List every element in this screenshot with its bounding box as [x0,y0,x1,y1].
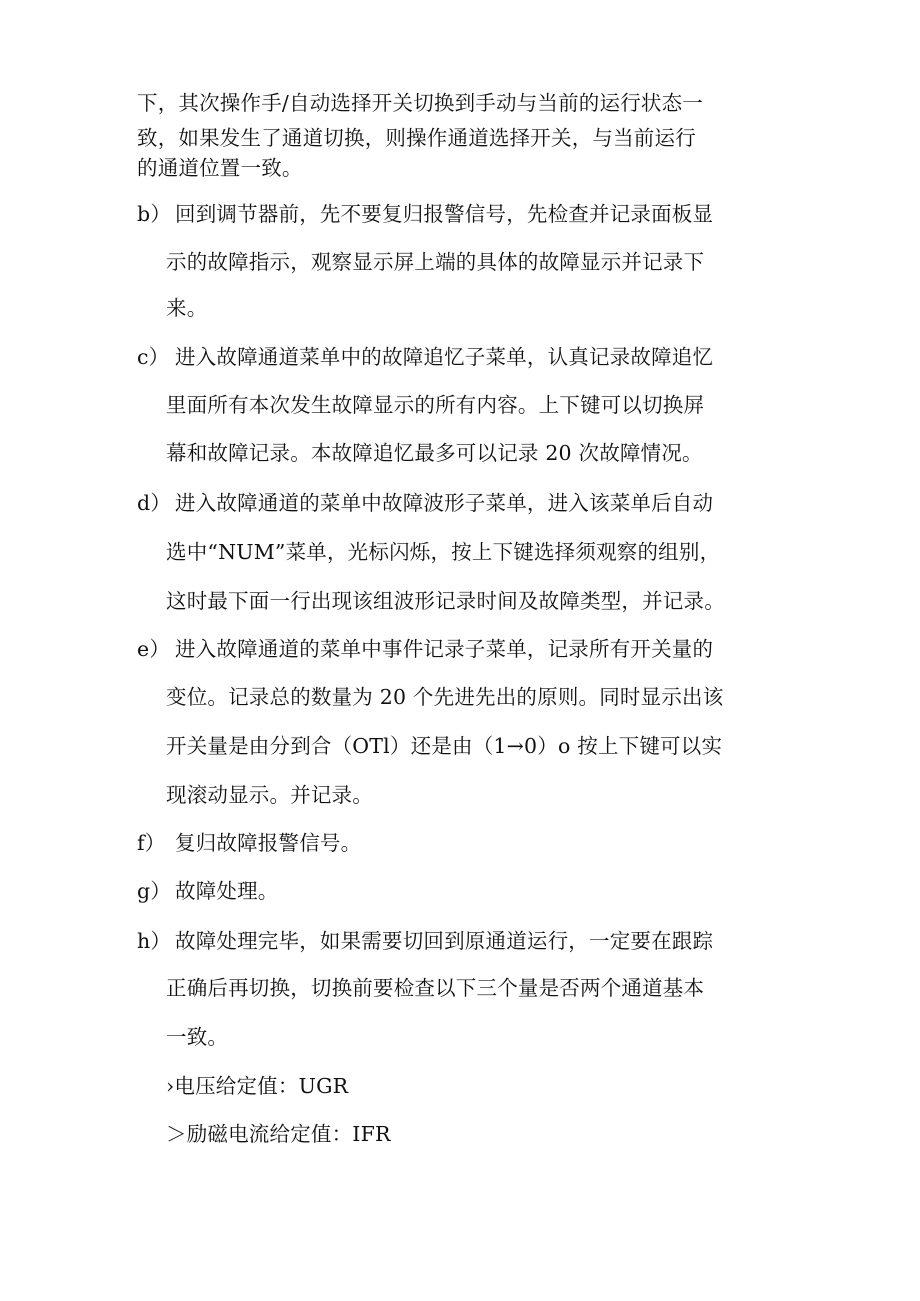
item-c-marker: c） [137,345,170,369]
intro-line-2: 致，如果发生了通道切换，则操作通道选择开关，与当前运行 [137,126,696,150]
item-d-line-3: 这时最下面一行出现该组波形记录时间及故障类型，并记录。 [166,589,725,613]
item-d-line-1: 进入故障通道的菜单中故障波形子菜单，进入该菜单后自动 [175,491,714,515]
item-b-line-1: 回到调节器前，先不要复归报警信号，先检查并记录面板显 [175,202,714,226]
item-h-line-3: 一致。 [166,1025,229,1049]
item-e-marker: e） [137,637,171,661]
item-d-marker: d） [137,491,172,515]
item-h-marker: h） [137,929,172,953]
item-d-line-2: 选中“NUM”菜单，光标闪烁，按上下键选择须观察的组别， [166,540,721,564]
item-e-line-2: 变位。记录总的数量为 20 个先进先出的原则。同时显示出该 [166,685,724,709]
item-f-marker: f） [137,831,166,855]
intro-line-1: 下，其次操作手/自动选择开关切换到手动与当前的运行状态一 [137,91,704,115]
item-c-line-2: 里面所有本次发生故障显示的所有内容。上下键可以切换屏 [166,393,705,417]
item-f-line-1: 复归故障报警信号。 [175,831,362,855]
item-h-line-1: 故障处理完毕，如果需要切回到原通道运行，一定要在跟踪 [175,929,714,953]
item-g-marker: g） [137,879,172,903]
subitem-voltage-setpoint: ›电压给定值：UGR [166,1074,349,1098]
item-e-line-4: 现滚动显示。并记录。 [166,783,373,807]
item-b-line-2: 示的故障指示，观察显示屏上端的具体的故障显示并记录下 [166,250,705,274]
item-e-line-1: 进入故障通道的菜单中事件记录子菜单，记录所有开关量的 [175,637,714,661]
intro-line-3: 的通道位置一致。 [137,156,303,180]
item-b-line-3: 来。 [166,296,208,320]
subitem-excitation-current-setpoint: ＞励磁电流给定值：IFR [166,1122,391,1146]
item-c-line-3: 幕和故障记录。本故障追忆最多可以记录 20 次故障情况。 [166,441,703,465]
item-e-line-3: 开关量是由分到合（OTl）还是由（1→0）o 按上下键可以实 [166,734,723,758]
item-c-line-1: 进入故障通道菜单中的故障追忆子菜单，认真记录故障追忆 [175,345,714,369]
item-g-line-1: 故障处理。 [175,879,279,903]
item-h-line-2: 正确后再切换，切换前要检查以下三个量是否两个通道基本 [166,976,705,1000]
item-b-marker: b） [137,202,172,226]
